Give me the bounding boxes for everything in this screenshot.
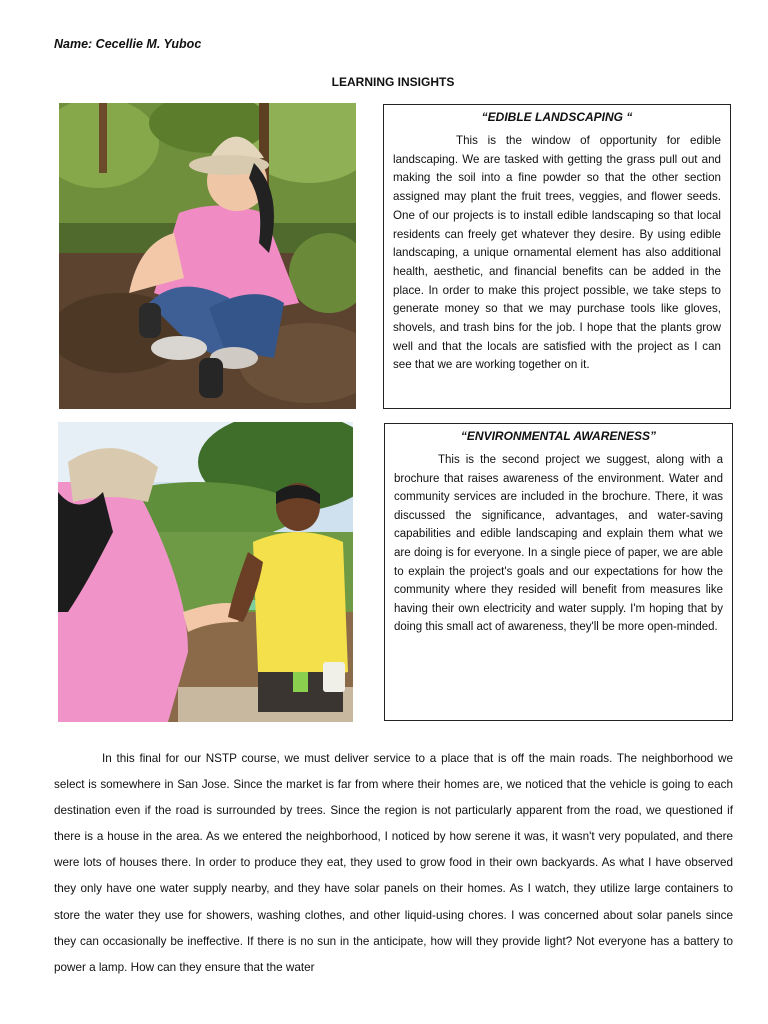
section-text: This is the window of opportunity for edible landscaping. We are tasked with getting the grass pull out and making the soil into a fine powder so that the other section assigned may plant the fruit trees, veggies, and flower seeds. One of our projects is to install edible landscaping so that local residents can freely get whatever they desire. By using edible landscaping, a unique ornamental element has also additional health, aesthetic, and financial benefits can be added in the place. In order to make this project possible, we take steps to generate money so that we may purchase tools like gloves, shovels, and trash bins for the job. I hope that the plants grow well and that the locals are satisfied with the project as I can see that we are working together on it. <box>393 134 721 372</box>
edible-landscaping-section <box>383 104 731 409</box>
section-text: This is the second project we suggest, along with a brochure that raises awareness of the environment. Water and community services are included in the brochure. There, it was discussed the significance, advantages, and water-saving capabilities and edible landscaping and explain them what we are doing is for everyone. In a single piece of paper, we are able to explain the project's goals and our expectations for how the community where they resided will benefit from measures like having their own electricity and water supply. I'm hoping that by doing this small act of awareness, they'll be more open-minded. <box>394 454 723 634</box>
section-title: “ENVIRONMENTAL AWARENESS” <box>460 429 657 443</box>
section-title: “EDIBLE LANDSCAPING “ <box>481 110 633 124</box>
body-paragraph: In this final for our NSTP course, we must deliver service to a place that is off the main roads. The neighborhood we select is somewhere in San Jose. Since the market is far from where their homes are, we noticed that the vehicle is going to each destination even if the road is surrounded by trees. Since the region is not particularly apparent from the road, we questioned if there is a house in the area. As we entered the neighborhood, I noticed by how serene it was, it wasn't very populated, and there were lots of houses there. In order to produce they eat, they used to grow food in their own backyards. As what I have observed they only have one water supply nearby, and they have solar panels on their homes. As I watch, they utilize large containers to store the water they use for showers, washing clothes, and other liquid-using chores. I was concerned about solar panels since they can occasionally be ineffective. If there is no sun in the anticipate, how will they provide light? Not everyone has a battery to power a lamp. How can they ensure that the water <box>54 752 733 974</box>
author-name: Name: Cecellie M. Yuboc <box>54 37 202 51</box>
page-title: LEARNING INSIGHTS <box>331 75 455 89</box>
brochure-photo <box>58 422 353 722</box>
planting-photo <box>59 103 356 409</box>
environmental-awareness-section <box>384 423 733 721</box>
